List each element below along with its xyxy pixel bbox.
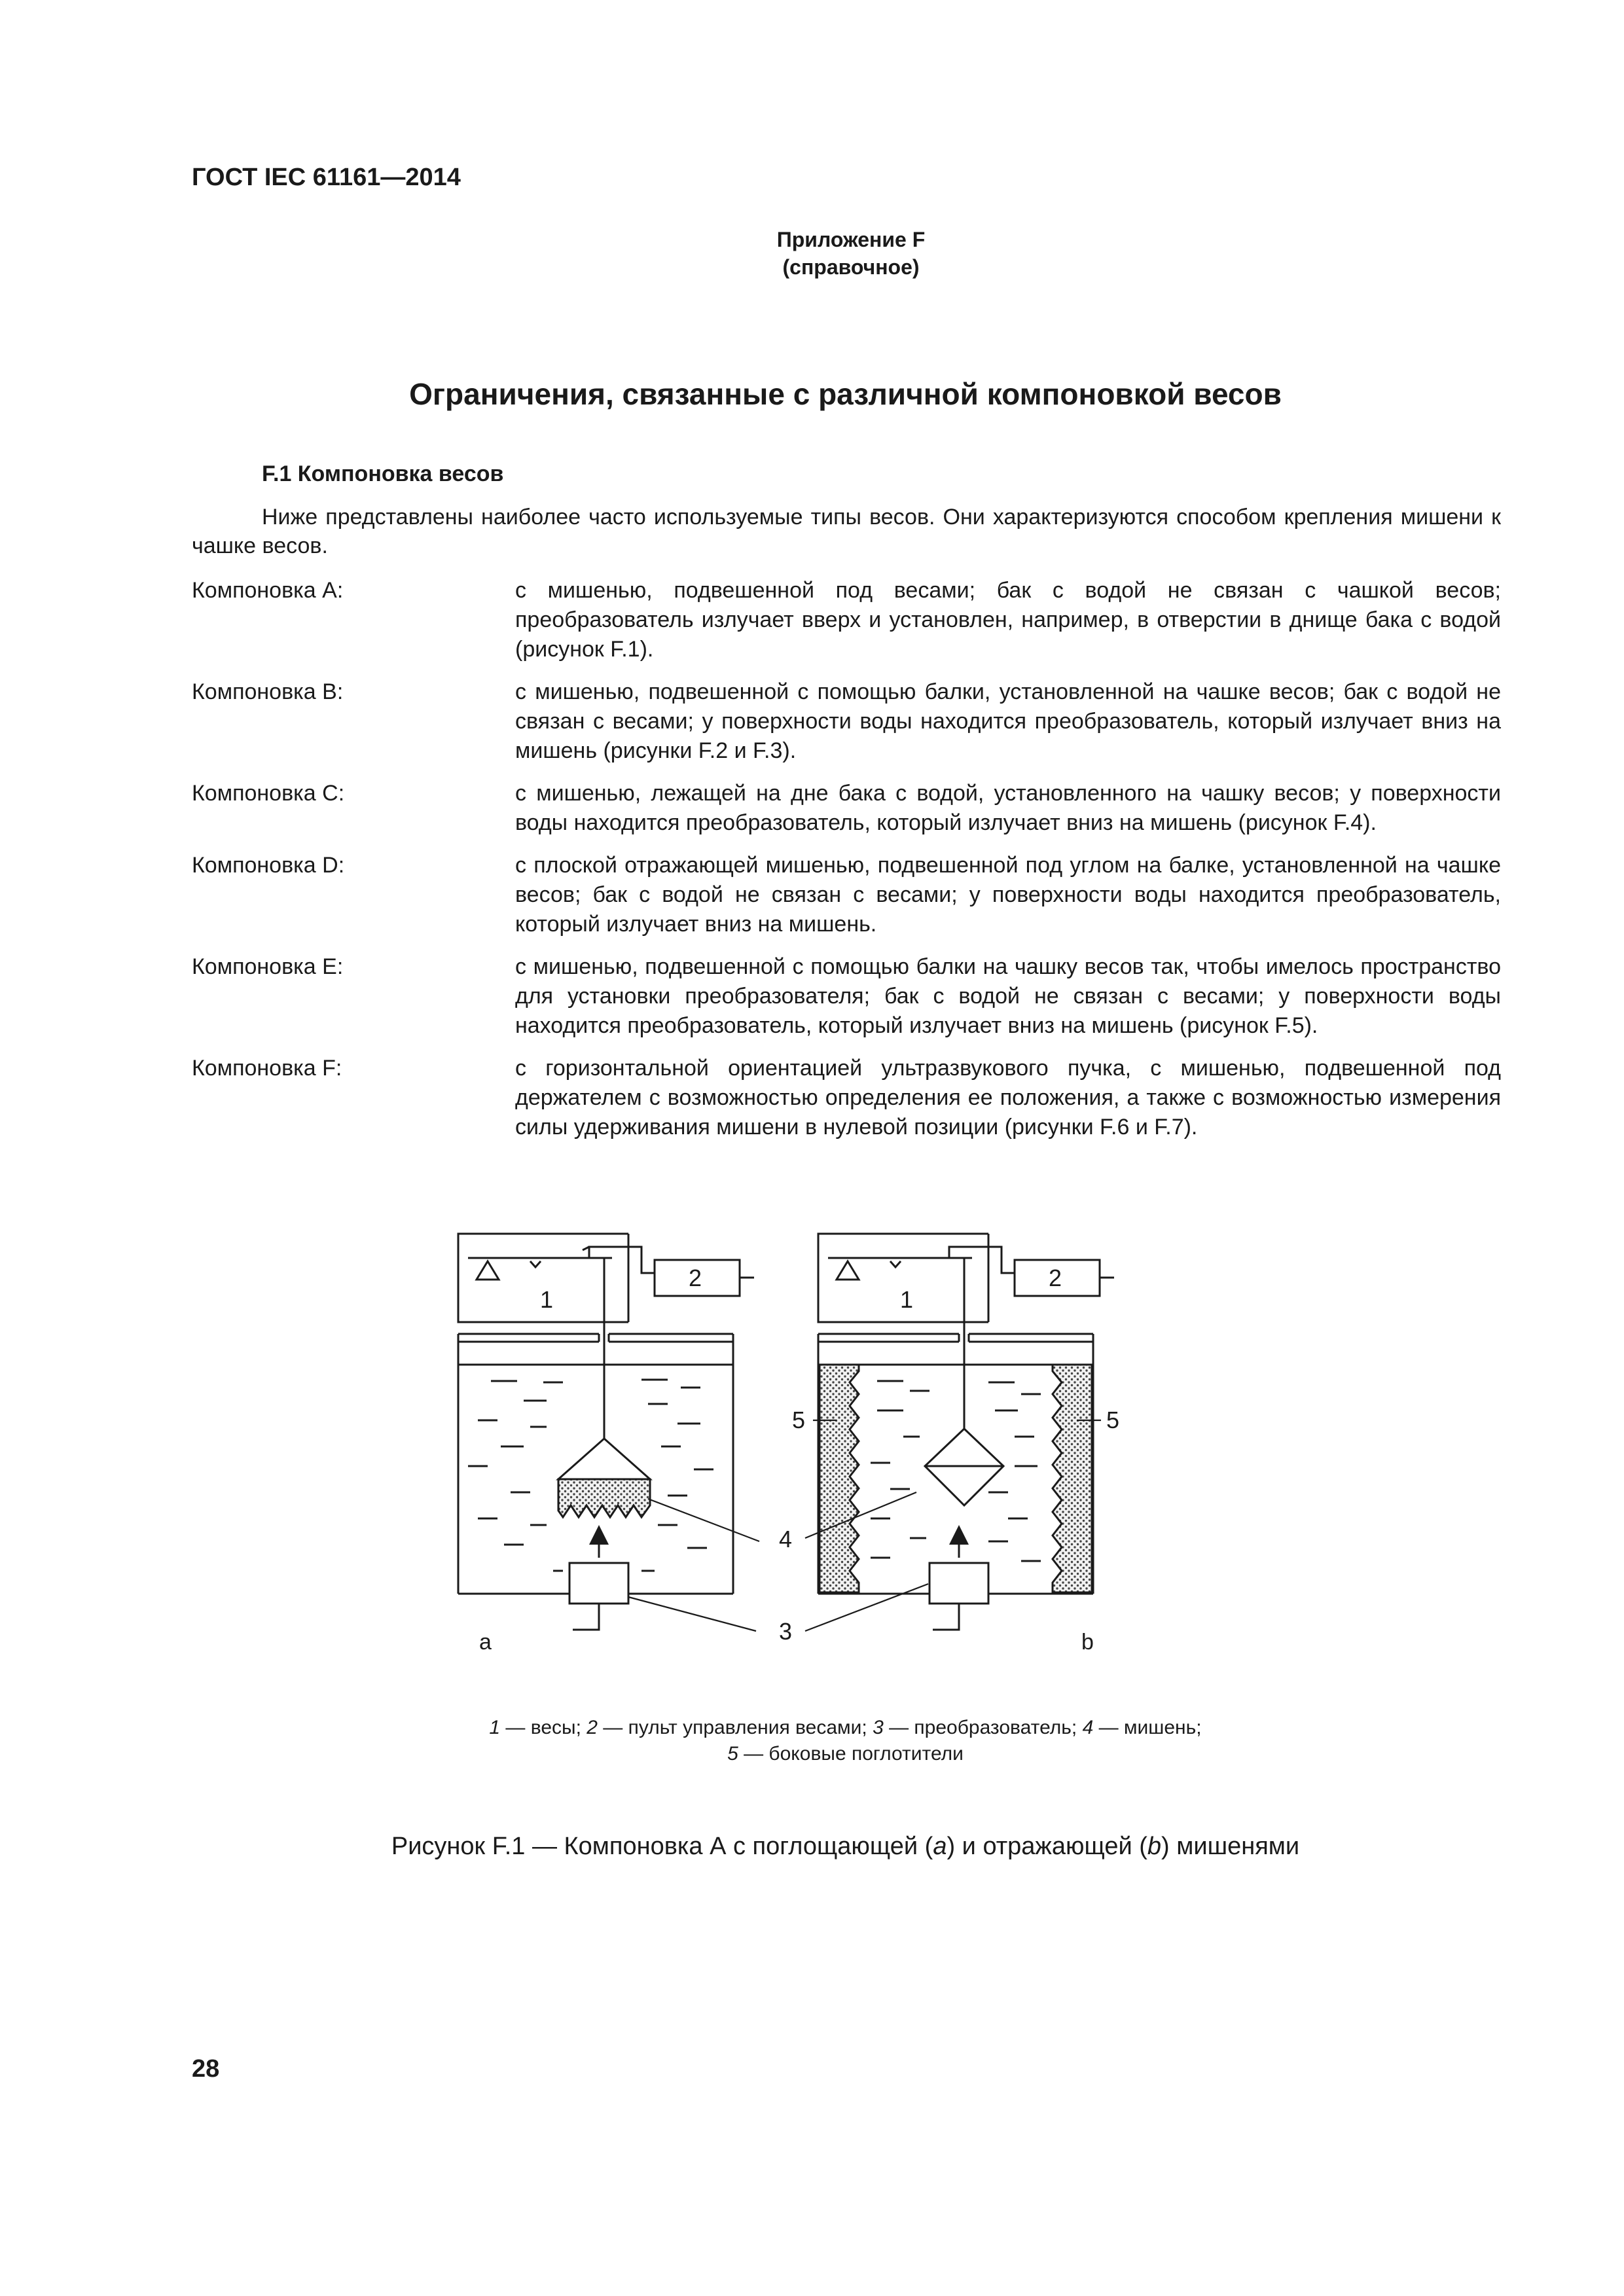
layout-item bbox=[192, 779, 1501, 838]
layout-item bbox=[192, 677, 1501, 766]
legend-num: 4 bbox=[1082, 1717, 1094, 1738]
legend-num: 3 bbox=[873, 1717, 884, 1738]
layout-description: с мишенью, подвешенной с помощью балки, установленной на чашке весов; бак с водой не связан с весами; у поверхности воды находится преобразователь, который излучает вниз на мишень (рисунки F.2 и F.3). bbox=[515, 679, 1501, 763]
layout-label: Компоновка F: bbox=[192, 1056, 342, 1081]
layout-description: с горизонтальной ориентацией ультразвукового пучка, с мишенью, подвешенной под держателем с возможностью определения ее положения, а также с возможностью измерения силы удерживания мишени в нулевой позиции (рисунки F.6 и F.7). bbox=[515, 1056, 1501, 1139]
layout-item bbox=[192, 1054, 1501, 1142]
caption-italic: a bbox=[933, 1833, 947, 1860]
label-absorber-right: 5 bbox=[1106, 1407, 1120, 1433]
legend-text: — боковые поглотители bbox=[738, 1743, 964, 1765]
intro-paragraph: Ниже представлены наиболее часто используемые типы весов. Они характеризуются способом крепления мишени к чашке весов. bbox=[192, 505, 1501, 558]
layout-label: Компоновка С: bbox=[192, 781, 345, 806]
figure-legend bbox=[0, 1715, 1624, 1767]
layout-item bbox=[192, 952, 1501, 1041]
label-balance-a: 1 bbox=[540, 1286, 554, 1313]
layout-description: с плоской отражающей мишенью, подвешенной под углом на балке, установленной на чашке весов; бак с водой не связан с весами; у поверхности воды находится преобразователь, который излучает вниз на мишень. bbox=[515, 853, 1501, 937]
legend-text: — преобразователь; bbox=[883, 1717, 1083, 1738]
label-panel-b: b bbox=[1081, 1630, 1094, 1655]
legend-text: — мишень; bbox=[1093, 1717, 1202, 1738]
standard-header: ГОСТ IEC 61161—2014 bbox=[192, 164, 461, 191]
label-control-b: 2 bbox=[1049, 1265, 1062, 1291]
legend-text: — пульт управления весами; bbox=[597, 1717, 873, 1738]
caption-part: ) и отражающей ( bbox=[947, 1833, 1147, 1860]
label-balance-b: 1 bbox=[900, 1286, 914, 1313]
label-panel-a: a bbox=[479, 1630, 492, 1655]
layout-item bbox=[192, 851, 1501, 939]
caption-italic: b bbox=[1147, 1833, 1162, 1860]
legend-num: 2 bbox=[586, 1717, 598, 1738]
legend-line-2 bbox=[0, 1741, 1624, 1767]
layout-description: с мишенью, подвешенной под весами; бак с водой не связан с чашкой весов; преобразователь излучает вверх и установлен, например, в отверстии в днище бака с водой (рисунок F.1). bbox=[515, 578, 1501, 662]
layout-list bbox=[192, 576, 1501, 1155]
legend-line-1 bbox=[0, 1715, 1624, 1741]
layout-label: Компоновка D: bbox=[192, 853, 345, 878]
legend-text: — весы; bbox=[500, 1717, 587, 1738]
label-target: 4 bbox=[779, 1526, 793, 1552]
caption-part: ) мишенями bbox=[1161, 1833, 1300, 1860]
figure-diagram bbox=[452, 1230, 1146, 1662]
annex-type: (справочное) bbox=[782, 255, 920, 279]
label-control-a: 2 bbox=[689, 1265, 702, 1291]
page-title: Ограничения, связанные с различной компоновкой весов bbox=[409, 377, 1282, 411]
figure-caption bbox=[0, 1833, 1624, 1861]
layout-label: Компоновка В: bbox=[192, 679, 344, 704]
caption-part: Рисунок F.1 — Компоновка А с поглощающей ( bbox=[391, 1833, 933, 1860]
section-heading: F.1 Компоновка весов bbox=[262, 461, 504, 486]
layout-label: Компоновка А: bbox=[192, 578, 344, 603]
annex-title: Приложение F bbox=[776, 228, 926, 251]
legend-num: 1 bbox=[489, 1717, 501, 1738]
annex-heading bbox=[0, 226, 1624, 281]
layout-description: с мишенью, лежащей на дне бака с водой, установленного на чашку весов; у поверхности воды находится преобразователь, который излучает вниз на мишень (рисунок F.4). bbox=[515, 781, 1501, 835]
layout-description: с мишенью, подвешенной с помощью балки на чашку весов так, чтобы имелось пространство для установки преобразователя; бак с водой не связан с весами; у поверхности воды находится преобразователь, который излучает вниз на мишень (рисунок F.5). bbox=[515, 954, 1501, 1038]
page-number: 28 bbox=[192, 2055, 220, 2083]
layout-item bbox=[192, 576, 1501, 664]
layout-label: Компоновка Е: bbox=[192, 954, 344, 979]
legend-num: 5 bbox=[727, 1743, 738, 1765]
label-transducer: 3 bbox=[779, 1618, 793, 1645]
label-absorber-left: 5 bbox=[792, 1407, 806, 1433]
